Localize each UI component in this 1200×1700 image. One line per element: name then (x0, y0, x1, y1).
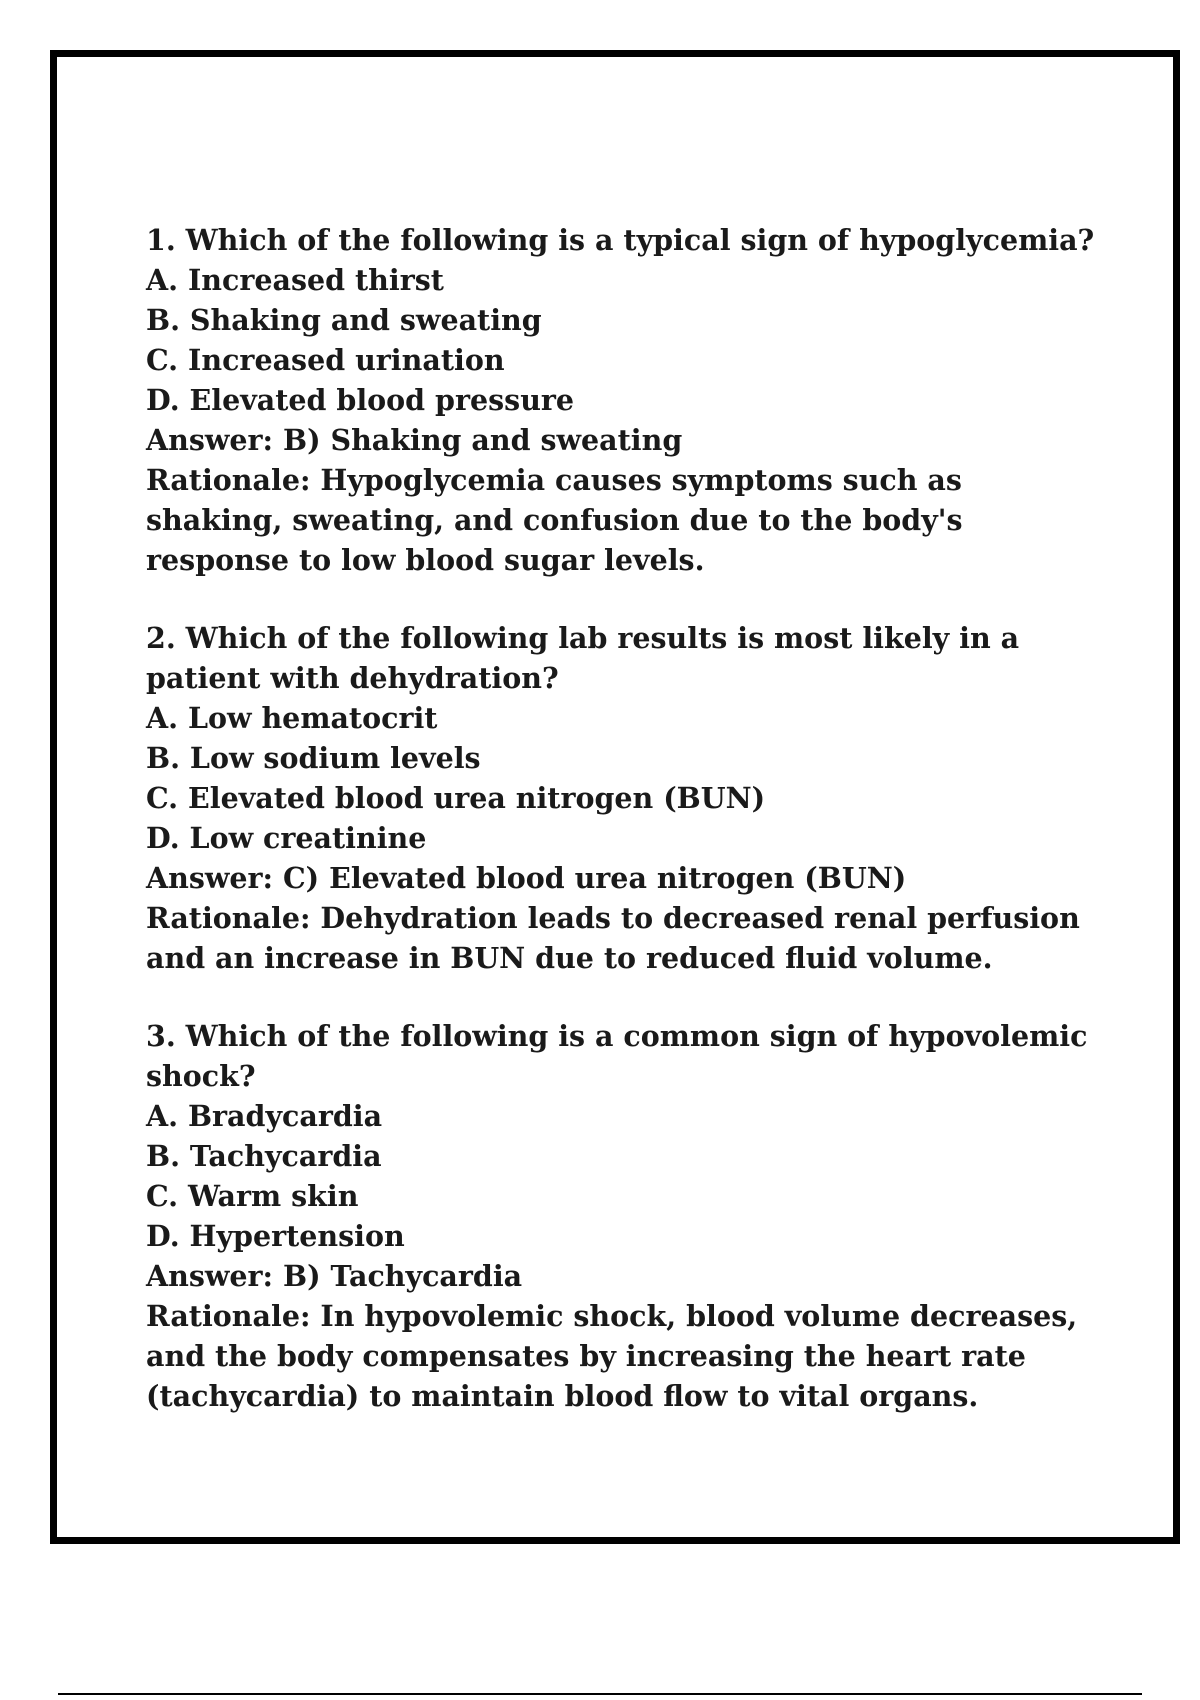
option-a: A. Low hematocrit (146, 701, 438, 735)
option-c: C. Warm skin (146, 1179, 359, 1213)
answer-text: Answer: C) Elevated blood urea nitrogen (BUN) (146, 861, 907, 895)
answer-text: Answer: B) Tachycardia (146, 1259, 523, 1293)
option-a: A. Bradycardia (146, 1099, 383, 1133)
rationale-text: Rationale: Hypoglycemia causes symptoms such as shaking, sweating, and confusion due to the body's response to low blood sugar levels. (146, 463, 963, 577)
quiz-content (146, 220, 1106, 1454)
option-d: D. Elevated blood pressure (146, 383, 575, 417)
option-c: C. Elevated blood urea nitrogen (BUN) (146, 781, 766, 815)
question-text: 1. Which of the following is a typical sign of hypoglycemia? (146, 223, 1095, 257)
option-d: D. Low creatinine (146, 821, 427, 855)
answer-text: Answer: B) Shaking and sweating (146, 423, 683, 457)
rationale-text: Rationale: In hypovolemic shock, blood volume decreases, and the body compensates by increasing the heart rate (tachycardia) to maintain blood flow to vital organs. (146, 1299, 1078, 1413)
option-c: C. Increased urination (146, 343, 505, 377)
question-text: 2. Which of the following lab results is most likely in a patient with dehydration? (146, 621, 1020, 695)
option-a: A. Increased thirst (146, 263, 444, 297)
footer-divider (58, 1693, 1142, 1695)
question-block-2 (146, 618, 1106, 978)
option-b: B. Shaking and sweating (146, 303, 542, 337)
rationale-text: Rationale: Dehydration leads to decreased renal perfusion and an increase in BUN due to reduced fluid volume. (146, 901, 1080, 975)
option-b: B. Low sodium levels (146, 741, 481, 775)
question-text: 3. Which of the following is a common sign of hypovolemic shock? (146, 1019, 1088, 1093)
question-block-1 (146, 220, 1106, 580)
option-d: D. Hypertension (146, 1219, 405, 1253)
question-block-3 (146, 1016, 1106, 1416)
option-b: B. Tachycardia (146, 1139, 382, 1173)
